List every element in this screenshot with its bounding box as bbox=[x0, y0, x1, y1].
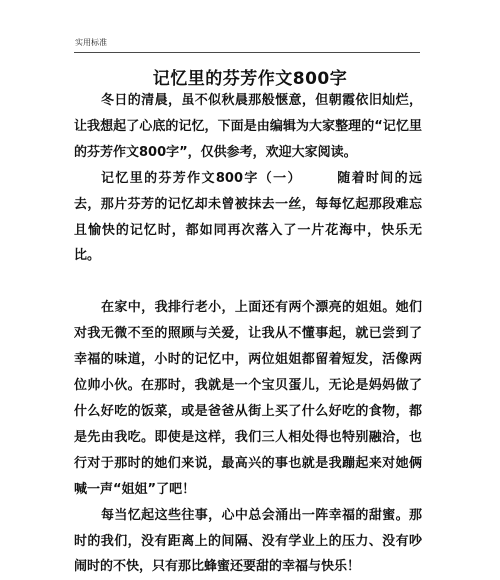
document-body bbox=[74, 88, 422, 580]
home-paragraph: 在家中，我排行老小，上面还有两个漂亮的姐姐。她们对我无微不至的照顾与关爱，让我从不懂事起，就已尝到了幸福的味道，小时的记忆中，两位姐姐都留着短发，活像两位帅小伙。在那时，我就是一个宝贝蛋儿，无论是妈妈做了什么好吃的饭菜，或是爸爸从街上买了什么好吃的食物，都是先由我吃。即使是这样，我们三人相处得也特别融洽，也行对于那时的她们来说，最高兴的事也就是我蹦起来对她俩喊一声“姐姐”了吧！ bbox=[74, 300, 422, 497]
section-heading: 记忆里的芬芳作文800字（一） bbox=[101, 170, 302, 186]
section-lead: 随着时间的远去，那片芬芳的记忆却未曾被抹去一丝，每每忆起那段难忘且愉快的记忆时，都如同再次落入了一片花海中，快乐无比。 bbox=[74, 170, 422, 264]
intro-paragraph: 冬日的清晨，虽不似秋晨那般惬意，但朝霞依旧灿烂，让我想起了心底的记忆，下面是由编辑为大家整理的“记忆里的芬芳作文800字”，仅供参考，欢迎大家阅读。 bbox=[74, 93, 422, 160]
document-title: 记忆里的芬芳作文800字 bbox=[152, 69, 348, 89]
section-paragraph bbox=[74, 166, 422, 270]
memory-paragraph: 每当忆起这些往事，心中总会涌出一阵幸福的甜蜜。那时的我们，没有距离上的间隔、没有学业上的压力、没有吵闹时的不快，只有那比蜂蜜还要甜的幸福与快乐！ bbox=[74, 507, 422, 575]
paragraph-gap bbox=[74, 269, 422, 295]
header-divider bbox=[74, 52, 420, 53]
header-label: 实用标准 bbox=[75, 38, 107, 47]
